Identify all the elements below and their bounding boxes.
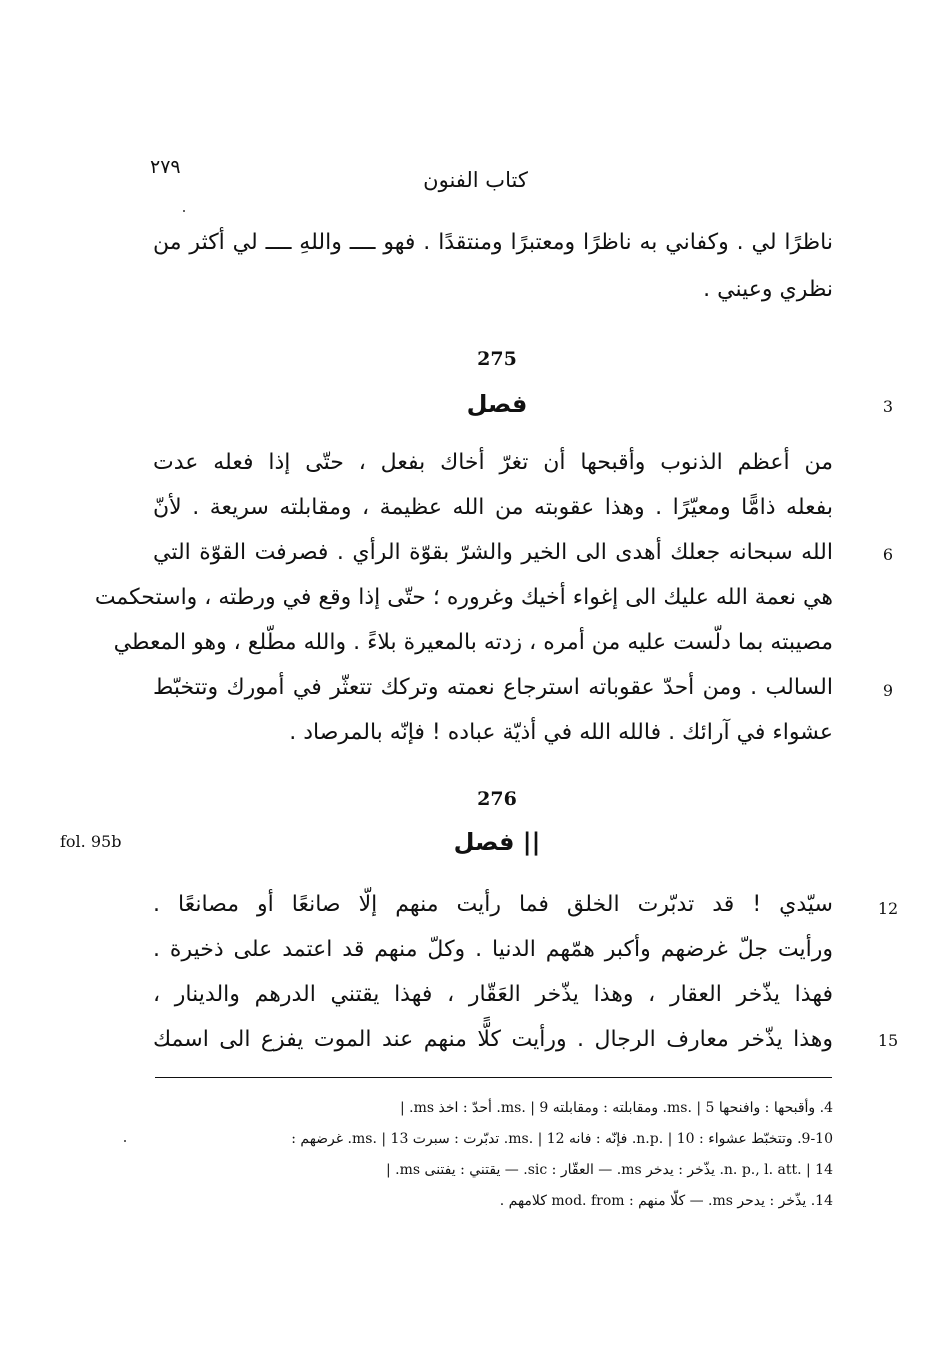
- section-number: 275: [477, 348, 517, 370]
- text-line: السالب . ومن أحدّ عقوباته استرجاع نعمته وتركك تتعثّر في أمورك وتتخبّط: [153, 675, 833, 700]
- text-line: ورأيت جلّ غرضهم وأكبر همّهم الدنيا . وكلّ منهم قد اعتمد على ذخيرة .: [153, 937, 833, 962]
- text-line: فهذا يذّخر العقار ، وهذا يذّخر العَقّار ، فهذا يقتني الدرهم والدينار ،: [153, 982, 833, 1007]
- footnote-line: 9-10. وتتخبّط عشواء : n.p. | 10. فإنّه : فانه ms. | 12. تدبّرت : سبرت ms. | 13. غرضهم :: [291, 1131, 833, 1147]
- text-line: من أعظم الذنوب وأقبحها أن تغرّ أخاك بفعل ، حتّى إذا فعله عدت: [153, 450, 833, 475]
- section-number: 276: [477, 788, 517, 810]
- text-line: مصيبته بما دلّست عليه من أمره ، زدته بالمعيرة بلاءً . والله مطّلع ، وهو المعطي: [113, 630, 833, 655]
- footnote-line: 4. وأقبحها : وافنحها ms. | 5. ومقابلته : ومقابلته ms. | 9. أحدّ : اخذ ms. |: [400, 1100, 833, 1116]
- text-line: ناظرًا لي . وكفاني به ناظرًا ومعتبرًا ومنتقدًا . فهو ــــ واللهِ ــــ لي أكثر من: [153, 230, 833, 255]
- line-number: 3: [882, 397, 894, 416]
- text-line: سيّدي ! قد تدبّرت الخلق فما رأيت منهم إلّا صانعًا أو مصانعًا .: [153, 892, 833, 917]
- text-line: وهذا يذّخر معارف الرجال . ورأيت كلًّا منهم عند الموت يفزع الى اسمك: [153, 1027, 833, 1052]
- text-line: بفعله ذامًّا ومعيّرًا . وهذا عقوبته من الله عظيمة ، ومقابلته سريعة . لأنّ: [153, 495, 833, 520]
- text-line: نظري وعيني .: [703, 277, 833, 302]
- folio-marker: fol. 95b: [60, 832, 122, 851]
- section-heading: فصل: [466, 390, 528, 418]
- text-line: عشواء في آرائك . فالله الله في أذيّة عباده ! فإنّه بالمرصاد .: [289, 720, 833, 745]
- section-heading: || فصل: [453, 828, 541, 856]
- line-number: 9: [882, 681, 894, 700]
- footnote-line: n. p., l. att. | 14. يذّخر : يدخر ms. — العقّار : sic. — يقتني : يفتنى ms. |: [385, 1162, 833, 1178]
- footnote-rule: [155, 1077, 832, 1078]
- text-line: الله سبحانه جعلك أهدى الى الخير والشرّ بقوّة الرأي . فصرفت القوّة التي: [153, 540, 833, 565]
- footnote-line: 14. يذّخر : يدحر ms. — كلّا منهم : mod. from كلامهم .: [499, 1193, 833, 1209]
- line-number: 6: [882, 545, 894, 564]
- page-number: ٢٧٩: [150, 156, 181, 178]
- ink-speck: [183, 210, 185, 212]
- ink-speck: [124, 1140, 126, 1142]
- line-number: 12: [877, 899, 899, 918]
- text-line: هي نعمة الله عليك الى إغواء أخيك وغروره ؛ حتّى إذا وقع في ورطته ، واستحكمت: [94, 585, 833, 610]
- running-head: كتاب الفنون: [423, 168, 528, 192]
- line-number: 15: [877, 1031, 899, 1050]
